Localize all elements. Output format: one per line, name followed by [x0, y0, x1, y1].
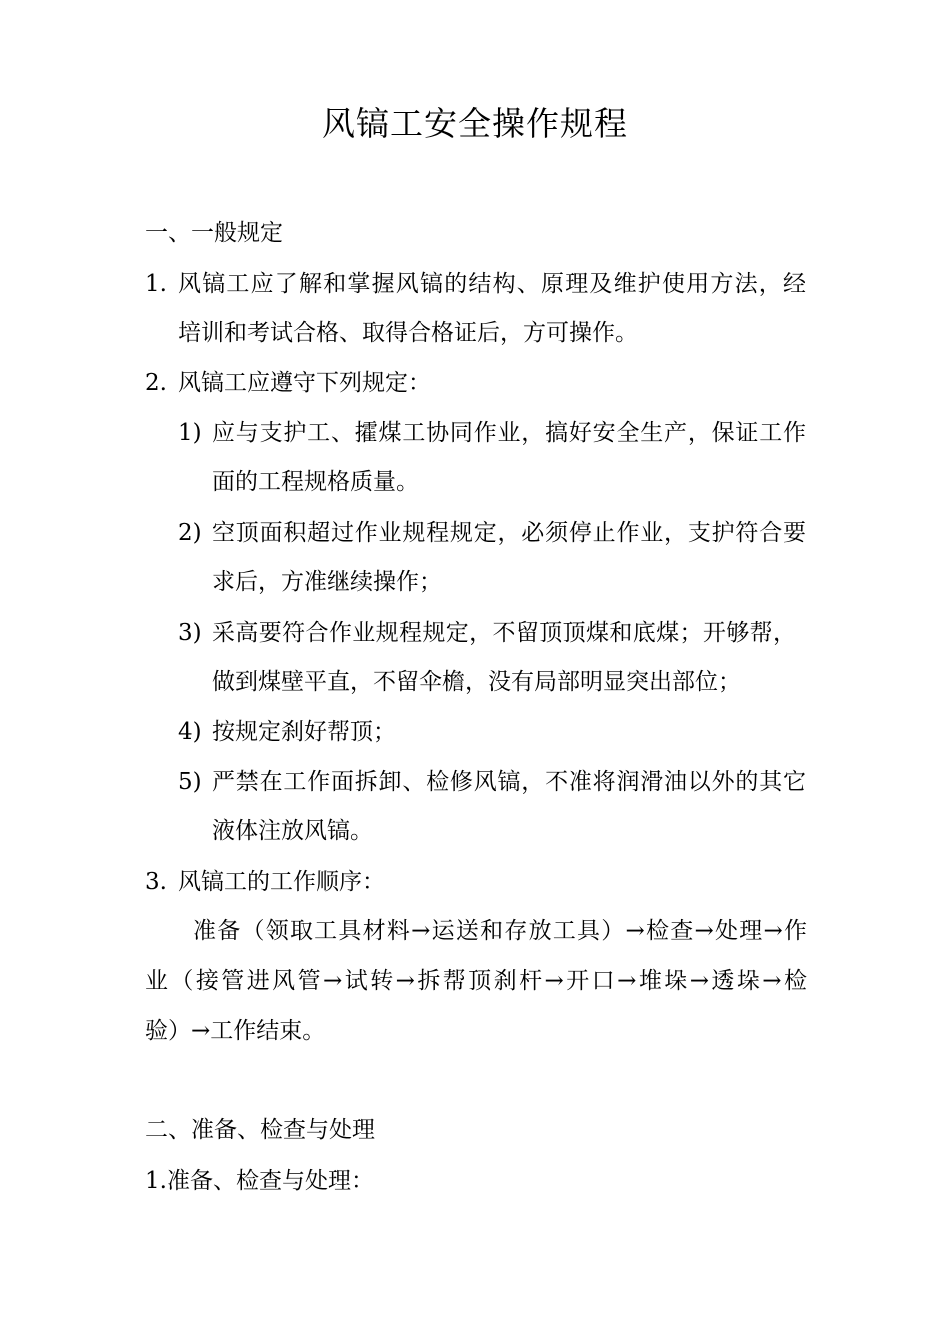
rule-2 [145, 366, 431, 400]
rule-1-number: 1. [145, 271, 167, 297]
subrule-2-text-line-1: 空顶面积超过作业规程规定，必须停止作业，支护符合要 [212, 520, 806, 546]
subrule-5-text-line-2: 液体注放风镐。 [212, 818, 373, 844]
workflow-text-line-3: 验）→工作结束。 [145, 1018, 326, 1044]
subrule-1-number: 1) [178, 420, 202, 446]
rule-3-number: 3. [145, 869, 167, 895]
subrule-2-line-1 [178, 516, 806, 550]
subrule-1-line-1 [178, 416, 806, 450]
workflow-text-line-2: 业（接管进风管→试转→拆帮顶刹杆→开口→堆垛→透垛→检 [145, 968, 807, 994]
rule-2-number: 2. [145, 370, 167, 396]
rule-3-text: 风镐工的工作顺序： [178, 869, 385, 895]
subrule-3-line-1 [178, 616, 796, 650]
section-heading-general: 一、一般规定 [145, 220, 283, 246]
subrule-4-text-line-1: 按规定刹好帮顶； [212, 719, 396, 745]
subrule-2-number: 2) [178, 520, 202, 546]
subrule-3-text-line-2: 做到煤壁平直，不留伞檐，没有局部明显突出部位； [212, 669, 741, 695]
subrule-4-line-1 [178, 715, 396, 749]
rule-3 [145, 865, 385, 899]
workflow-text-line-1: 准备（领取工具材料→运送和存放工具）→检查→处理→作 [193, 918, 807, 944]
subrule-1-text-line-2: 面的工程规格质量。 [212, 469, 419, 495]
subrule-5-text-line-1: 严禁在工作面拆卸、检修风镐，不准将润滑油以外的其它 [212, 769, 806, 795]
rule-1-text-line-2: 培训和考试合格、取得合格证后，方可操作。 [178, 320, 638, 346]
rule-1-text-line-1: 风镐工应了解和掌握风镐的结构、原理及维护使用方法，经 [178, 271, 806, 297]
subrule-3-number: 3) [178, 620, 202, 646]
rule-2-text: 风镐工应遵守下列规定： [178, 370, 431, 396]
document-title: 风镐工安全操作规程 [322, 104, 628, 143]
subrule-4-number: 4) [178, 719, 202, 745]
subrule-1-text-line-1: 应与支护工、攉煤工协同作业，搞好安全生产，保证工作 [212, 420, 806, 446]
subrule-5-number: 5) [178, 769, 202, 795]
workflow-line-2 [145, 964, 807, 998]
rule-1-line-1 [145, 267, 806, 301]
section2-rule-1: 1.准备、检查与处理： [145, 1168, 374, 1194]
subrule-5-line-1 [178, 765, 806, 799]
section-heading-preparation: 二、准备、检查与处理 [145, 1117, 375, 1143]
subrule-2-text-line-2: 求后，方准继续操作； [212, 569, 442, 595]
workflow-line-1 [193, 914, 807, 948]
subrule-3-text-line-1: 采高要符合作业规程规定，不留顶顶煤和底煤；开够帮， [212, 620, 796, 646]
